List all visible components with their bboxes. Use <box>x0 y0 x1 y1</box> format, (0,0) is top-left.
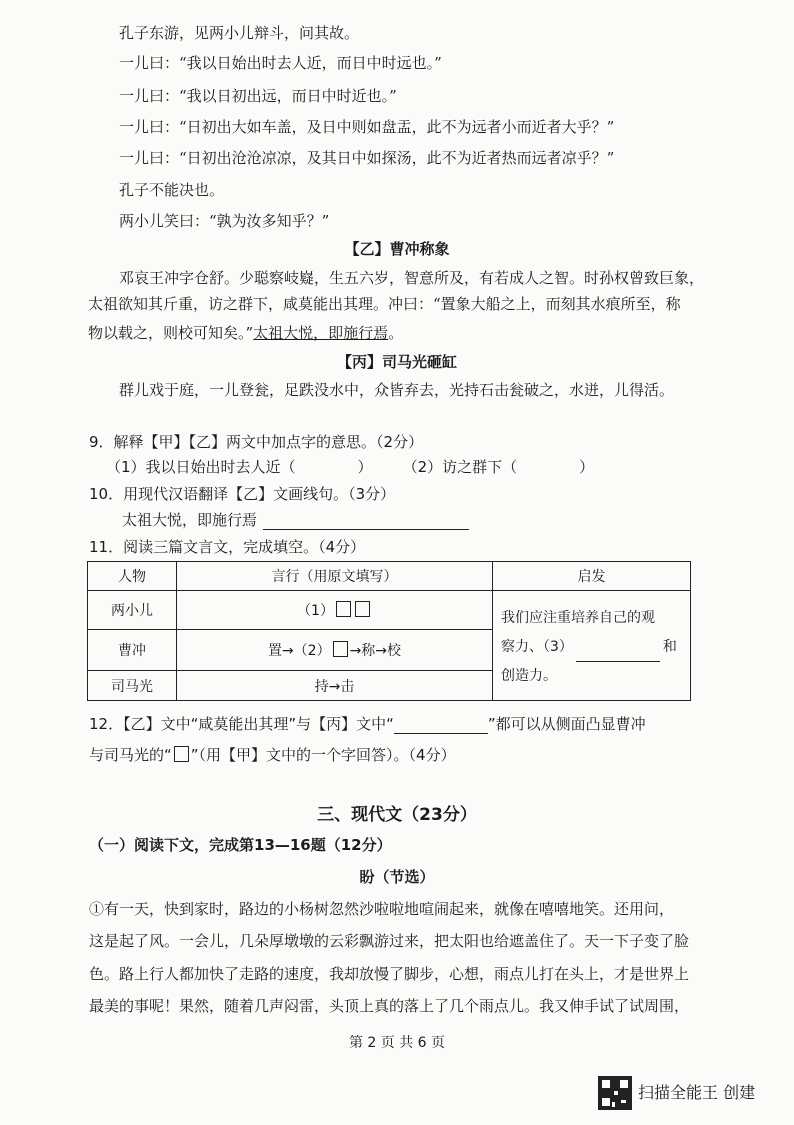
yi-title: 【乙】曹冲称象 <box>344 240 450 258</box>
yi-para-line-2: 太祖欲知其斤重，访之群下，咸莫能出其理。冲曰：“置象大船之上，而刻其水痕所至，称 <box>88 295 681 313</box>
q11-row-cell-2 <box>177 630 493 671</box>
jia-line-2: 一儿曰：“我以日始出时去人近，而日中时远也。” <box>119 54 442 72</box>
q9-item-1: （1）我以日始出时去人近（ <box>106 458 296 476</box>
yi-para-end: 。 <box>388 324 404 342</box>
jia-line-4: 一儿曰：“日初出大如车盖，及日中则如盘盂，此不为远者小而近者大乎？” <box>119 118 615 136</box>
jia-line-7: 两小儿笑曰：“孰为汝多知乎？” <box>119 212 330 230</box>
q11-sequence-start: 置→（2） <box>267 643 331 659</box>
q10-answer-blank[interactable] <box>263 515 469 530</box>
q11-header-person: 人物 <box>88 562 177 591</box>
q11-header-insight: 启发 <box>493 562 691 591</box>
passage-line-2: 这是起了风。一会儿，几朵厚墩墩的云彩飘游过来，把太阳也给遮盖住了。天一下子变了脸 <box>89 932 690 950</box>
q9-stem: 9．解释【甲】【乙】两文中加点字的意思。（2分） <box>89 433 424 451</box>
q12-line-1 <box>89 714 646 734</box>
q10-stem: 10．用现代汉语翻译【乙】文画线句。（3分） <box>89 485 396 503</box>
q11-stem: 11．阅读三篇文言文，完成填空。（4分） <box>89 538 366 556</box>
q11-answer-box-2[interactable] <box>333 641 348 657</box>
q11-insight-cell <box>493 591 691 701</box>
q11-answer-box-1b[interactable] <box>355 601 370 617</box>
q11-sequence-end: →称→校 <box>349 643 402 659</box>
q11-table <box>87 561 691 701</box>
q9-item-1-close: ） <box>357 458 373 476</box>
q10-line <box>122 510 469 530</box>
yi-para-line-1: 邓哀王冲字仓舒。少聪察岐嶷，生五六岁，智意所及，有若成人之智。时孙权曾致巨象， <box>119 269 705 287</box>
yi-para-text: 物以载之，则校可知矣。” <box>88 324 254 342</box>
section-3-title: 三、现代文（23分） <box>317 805 477 825</box>
bing-title: 【丙】司马光砸缸 <box>336 353 457 371</box>
qr-code-icon <box>598 1076 632 1110</box>
q12-answer-box[interactable] <box>174 746 189 762</box>
q11-blank-1-label: （1） <box>297 603 334 619</box>
page-number: 第 2 页 共 6 页 <box>348 1035 446 1051</box>
jia-line-3: 一儿曰：“我以日初出远，而日中时近也。” <box>119 87 397 105</box>
bing-para: 群儿戏于庭，一儿登瓮，足跌没水中，众皆弃去，光持石击瓮破之，水迸，儿得活。 <box>119 381 675 399</box>
yi-underlined-sentence: 太祖大悦，即施行焉 <box>253 324 389 342</box>
q12-text-a: 12．【乙】文中“咸莫能出其理”与【丙】文中“ <box>89 715 394 733</box>
q12-text-d: ”（用【甲】文中的一个字回答）。（4分） <box>190 746 456 764</box>
q11-answer-blank-3[interactable] <box>576 647 660 662</box>
jia-line-1: 孔子东游，见两小儿辩斗，问其故。 <box>119 24 360 42</box>
q11-row-name-3: 司马光 <box>88 671 177 701</box>
q11-header-words: 言行（用原文填写） <box>177 562 493 591</box>
q9-answers <box>106 457 594 477</box>
q11-row-cell-1 <box>177 591 493 630</box>
jia-line-6: 孔子不能决也。 <box>119 181 225 199</box>
q12-text-b: ”都可以从侧面凸显曹冲 <box>487 715 646 733</box>
passage-line-4: 最美的事呢！果然，随着几声闷雷，头顶上真的落上了几个雨点儿。我又伸手试了试周围， <box>89 997 690 1015</box>
q11-row-name-2: 曹冲 <box>88 630 177 671</box>
passage-line-1: ①有一天，快到家时，路边的小杨树忽然沙啦啦地喧闹起来，就像在嘻嘻地笑。还用问， <box>89 900 675 918</box>
yi-para-line-3 <box>88 323 403 343</box>
q10-sentence: 太祖大悦，即施行焉 <box>122 511 258 529</box>
q11-insight-line-3: 创造力。 <box>501 668 557 684</box>
q11-answer-box-1a[interactable] <box>336 601 351 617</box>
q11-insight-line-1: 我们应注重培养自己的观 <box>501 610 655 626</box>
q9-item-2-close: ） <box>579 458 595 476</box>
passage-title: 盼（节选） <box>359 868 435 886</box>
q12-line-2 <box>89 745 456 765</box>
q11-row-name-1: 两小儿 <box>88 591 177 630</box>
q11-row-cell-3: 持→击 <box>177 671 493 701</box>
q11-insight-text: 察力、（3） <box>501 639 573 655</box>
q11-insight-and: 和 <box>662 639 677 655</box>
passage-line-3: 色。路上行人都加快了走路的速度，我却放慢了脚步，心想，雨点儿打在头上，才是世界上 <box>89 965 690 983</box>
section-3-subtitle: （一）阅读下文，完成第13—16题（12分） <box>89 836 392 854</box>
jia-line-5: 一儿曰：“日初出沧沧凉凉，及其日中如探汤，此不为近者热而远者凉乎？” <box>119 149 615 167</box>
q11-insight-line-2 <box>501 633 684 662</box>
q9-item-2: （2）访之群下（ <box>402 458 518 476</box>
q12-text-c: 与司马光的“ <box>89 746 172 764</box>
scanner-watermark: 扫描全能王 创建 <box>638 1083 756 1102</box>
q12-answer-blank[interactable] <box>394 719 488 734</box>
